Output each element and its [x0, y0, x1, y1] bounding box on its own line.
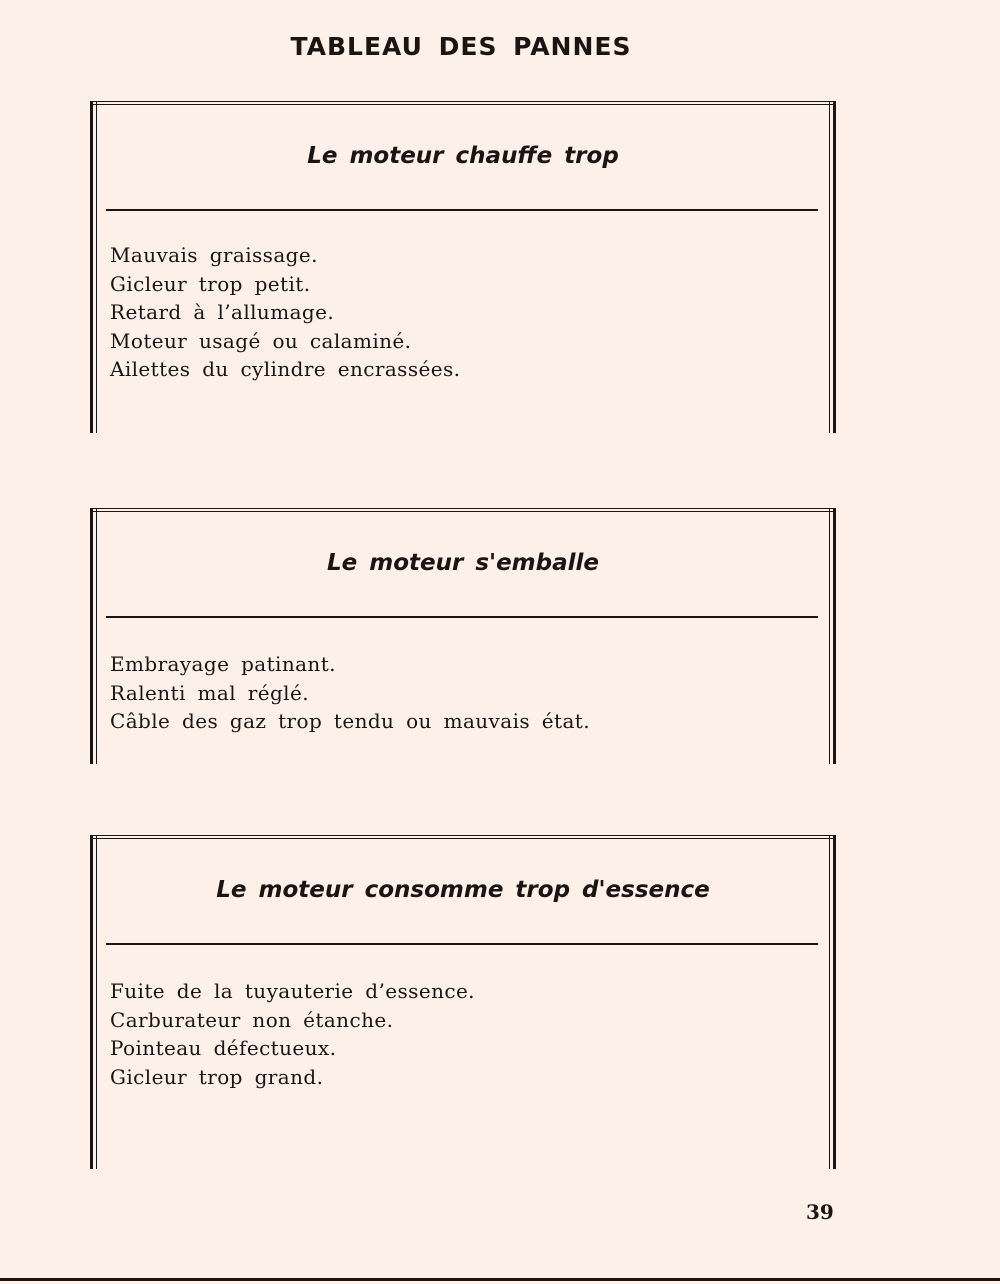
list-item: Mauvais graissage. [110, 243, 318, 267]
list-item: Embrayage patinant. [110, 652, 336, 676]
list-item: Gicleur trop petit. [110, 271, 311, 296]
page-title: TABLEAU DES PANNES [290, 32, 632, 61]
section-heading: Le moteur s'emballe [327, 550, 599, 576]
list-item: Carburateur non étanche. [110, 1007, 394, 1032]
cause-list [110, 241, 460, 384]
section-divider [106, 616, 818, 618]
list-item: Retard à l’allumage. [110, 300, 335, 324]
cause-list [110, 650, 590, 736]
trouble-box-overheating [90, 101, 836, 433]
list-item: Fuite de la tuyauterie d’essence. [110, 979, 475, 1003]
box-border-left [90, 508, 97, 764]
section-divider [106, 209, 818, 211]
section-divider [106, 943, 818, 945]
section-heading: Le moteur chauffe trop [307, 143, 619, 169]
box-border-right [829, 508, 836, 764]
list-item: Gicleur trop grand. [110, 1064, 324, 1089]
list-item: Câble des gaz trop tendu ou mauvais état. [110, 709, 590, 733]
page-bottom-edge [0, 1278, 1000, 1281]
cause-list [110, 977, 475, 1091]
list-item: Ailettes du cylindre encrassées. [110, 357, 461, 381]
list-item: Moteur usagé ou calaminé. [110, 328, 412, 353]
list-item: Pointeau défectueux. [110, 1036, 337, 1060]
section-heading: Le moteur consomme trop d'essence [216, 877, 710, 903]
trouble-box-fuel-consumption [90, 835, 836, 1169]
trouble-box-racing [90, 508, 836, 764]
list-item: Ralenti mal réglé. [110, 680, 309, 705]
page-number: 39 [806, 1200, 834, 1224]
